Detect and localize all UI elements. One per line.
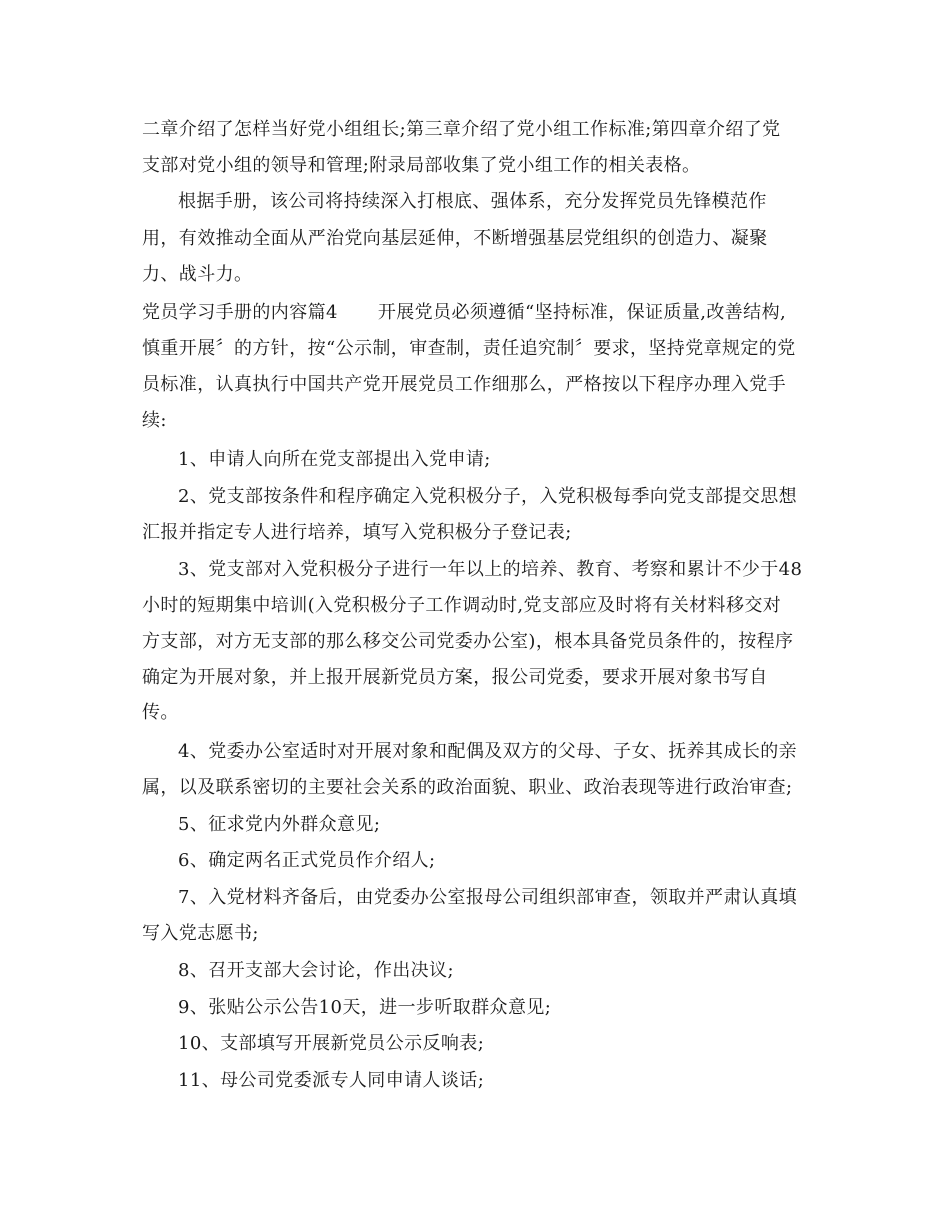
text-line: 传。	[142, 702, 179, 723]
text-line: 确定为开展对象，并上报开展新党员方案，报公司党委，要求开展对象书写自	[142, 667, 768, 688]
list-item: 4、党委办公室适时对开展对象和配偶及双方的父母、子女、抚养其成长的亲	[178, 741, 798, 762]
list-item: 3、党支部对入党积极分子进行一年以上的培养、教育、考察和累计不少于48	[178, 559, 803, 580]
list-item: 8、召开支部大会讨论，作出决议;	[178, 960, 454, 981]
text-line: 力、战斗力。	[142, 264, 253, 285]
list-item: 10、支部填写开展新党员公示反响表;	[178, 1033, 485, 1054]
section-heading: 党员学习手册的内容篇4	[142, 302, 338, 323]
text-line: 小时的短期集中培训(入党积极分子工作调动时,党支部应及时将有关材料移交对	[142, 595, 782, 616]
list-item: 5、征求党内外群众意见;	[178, 814, 381, 835]
paragraph-start: 开展党员必须遵循“坚持标准，保证质量,改善结构,	[377, 302, 787, 323]
list-item: 7、入党材料齐备后，由党委办公室报母公司组织部审查，领取并严肃认真填	[178, 887, 798, 908]
text-line: 用，有效推动全面从严治党向基层延伸，不断增强基层党组织的创造力、凝聚	[142, 228, 768, 249]
section-heading-line	[142, 300, 786, 326]
text-line: 慎重开展〞的方针，按“公示制，审查制，责任追究制〞要求，坚持党章规定的党	[142, 338, 796, 359]
list-item: 11、母公司党委派专人同申请人谈话;	[178, 1070, 485, 1091]
text-line: 方支部，对方无支部的那么移交公司党委办公室)，根本具备党员条件的，按程序	[142, 631, 794, 652]
list-item: 9、张贴公示公告10天，进一步听取群众意见;	[178, 997, 552, 1018]
text-line: 员标准，认真执行中国共产党开展党员工作细那么，严格按以下程序办理入党手	[142, 374, 786, 395]
list-item: 2、党支部按条件和程序确定入党积极分子，入党积极每季向党支部提交思想	[178, 486, 798, 507]
text-line: 二章介绍了怎样当好党小组组长;第三章介绍了党小组工作标准;第四章介绍了党	[142, 119, 781, 140]
text-line: 根据手册，该公司将持续深入打根底、强体系，充分发挥党员先锋模范作	[178, 191, 767, 212]
text-line: 续:	[142, 410, 167, 431]
list-item: 6、确定两名正式党员作介绍人;	[178, 850, 436, 871]
list-item: 1、申请人向所在党支部提出入党申请;	[178, 449, 491, 470]
text-line: 支部对党小组的领导和管理;附录局部收集了党小组工作的相关表格。	[142, 155, 701, 176]
text-line: 属，以及联系密切的主要社会关系的政治面貌、职业、政治表现等进行政治审查;	[142, 777, 793, 798]
text-line: 汇报并指定专人进行培养，填写入党积极分子登记表;	[142, 522, 572, 543]
text-line: 写入党志愿书;	[142, 923, 259, 944]
